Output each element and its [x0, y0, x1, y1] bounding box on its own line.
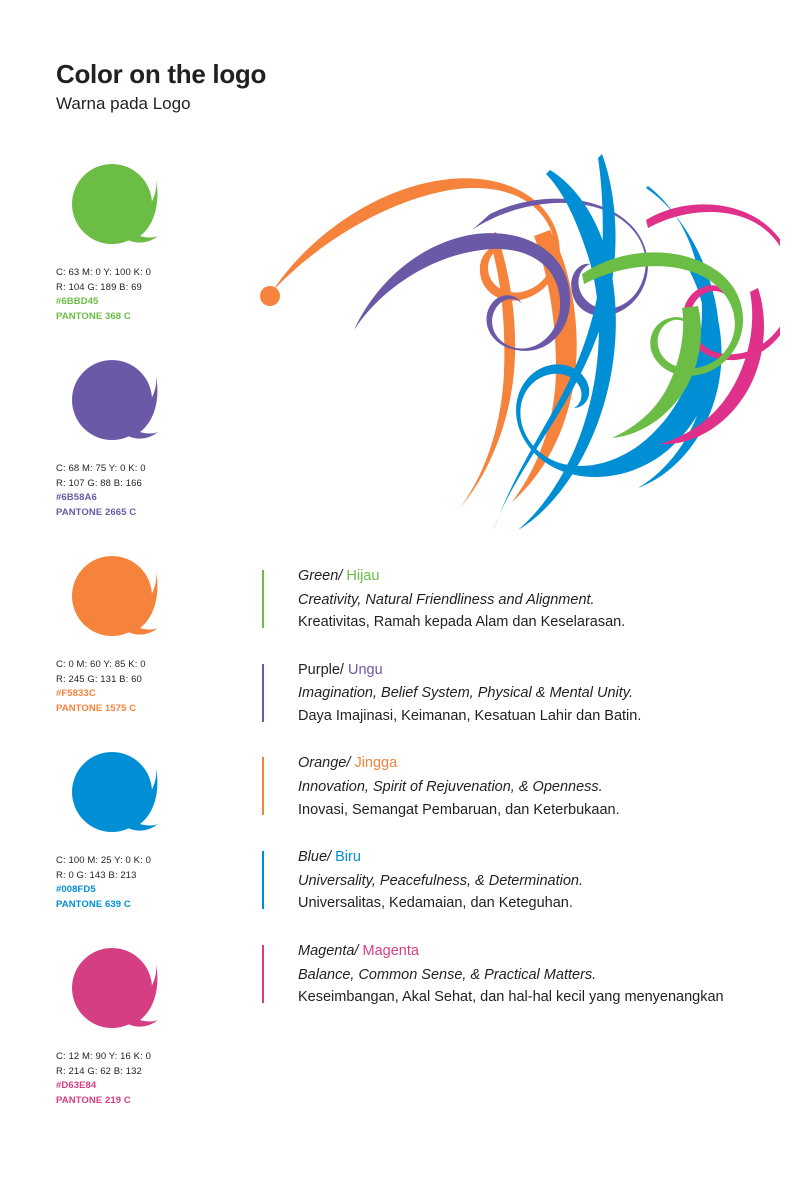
meaning-title [298, 847, 762, 869]
swatch-cmyk: C: 0 M: 60 Y: 85 K: 0 [56, 659, 146, 670]
swatch-cmyk: C: 68 M: 75 Y: 0 K: 0 [56, 463, 146, 474]
color-swatch-magenta [56, 944, 236, 1122]
swatch-cmyk: C: 100 M: 25 Y: 0 K: 0 [56, 855, 151, 866]
accent-rule [262, 757, 264, 815]
swatch-pantone: PANTONE 2665 C [56, 507, 137, 519]
meaning-orange [262, 753, 762, 821]
meaning-label-id: Hijau [346, 568, 380, 584]
meaning-text-id: Inovasi, Semangat Pembaruan, dan Keterbukaan. [298, 801, 620, 818]
meaning-title [298, 753, 762, 775]
meaning-label-id: Biru [335, 849, 361, 866]
speech-bubble-icon [68, 944, 168, 1044]
color-swatch-list [56, 160, 236, 1140]
meaning-label-en: Orange/ [298, 755, 351, 772]
swatch-info [56, 854, 236, 913]
meaning-text-id: Universalitas, Kedamaian, dan Keteguhan. [298, 895, 573, 912]
meaning-title [298, 566, 762, 588]
meaning-label-id: Magenta [362, 942, 419, 959]
meaning-text-id: Keseimbangan, Akal Sehat, dan hal-hal kecil yang menyenangkan [298, 988, 724, 1005]
swatch-info [56, 1050, 236, 1109]
meaning-label-id: Ungu [347, 661, 383, 678]
swatch-pantone: PANTONE 368 C [56, 311, 131, 323]
speech-bubble-icon [68, 356, 168, 456]
swatch-pantone: PANTONE 639 C [56, 899, 131, 911]
meaning-label-en: Green/ [298, 568, 343, 584]
meaning-label-en: Magenta/ [298, 942, 359, 959]
color-swatch-blue [56, 748, 236, 926]
meaning-label-en: Purple/ [298, 661, 344, 678]
swatch-info [56, 266, 236, 325]
swatch-hex: #6BBD45 [56, 296, 99, 308]
meaning-title [298, 660, 762, 682]
meaning-blue [262, 847, 762, 915]
speech-bubble-icon [68, 160, 168, 260]
page-header [56, 60, 266, 113]
meaning-text-en: Innovation, Spirit of Rejuvenation, & Openness. [298, 779, 603, 796]
accent-rule [262, 664, 264, 722]
swatch-cmyk: C: 12 M: 90 Y: 16 K: 0 [56, 1051, 151, 1062]
meaning-text-en: Universality, Peacefulness, & Determination. [298, 872, 584, 889]
meaning-text-id: Daya Imajinasi, Keimanan, Kesatuan Lahir dan Batin. [298, 707, 642, 724]
meaning-title [298, 941, 762, 963]
swatch-rgb: R: 0 G: 143 B: 213 [56, 869, 137, 881]
swatch-hex: #F5833C [56, 688, 96, 700]
swatch-info [56, 658, 236, 717]
swatch-rgb: R: 245 G: 131 B: 60 [56, 673, 142, 685]
meaning-text-en: Creativity, Natural Friendliness and Alignment. [298, 591, 595, 608]
meaning-green [262, 566, 762, 634]
swatch-cmyk: C: 63 M: 0 Y: 100 K: 0 [56, 267, 151, 278]
meaning-label-en: Blue/ [298, 849, 332, 866]
swatch-pantone: PANTONE 219 C [56, 1095, 131, 1107]
swatch-hex: #008FD5 [56, 884, 96, 896]
swatch-rgb: R: 104 G: 189 B: 69 [56, 281, 142, 293]
speech-bubble-icon [68, 552, 168, 652]
color-swatch-green [56, 160, 236, 338]
swatch-hex: #D63E84 [56, 1080, 97, 1092]
swatch-info [56, 462, 236, 521]
meaning-magenta [262, 941, 762, 1009]
accent-rule [262, 851, 264, 909]
color-meanings-list [262, 566, 762, 1034]
accent-rule [262, 570, 264, 628]
swatch-pantone: PANTONE 1575 C [56, 703, 137, 715]
meaning-text-id: Kreativitas, Ramah kepada Alam dan Keselarasan. [298, 614, 626, 631]
page-subtitle: Warna pada Logo [56, 93, 191, 113]
swatch-hex: #6B58A6 [56, 492, 97, 504]
swatch-rgb: R: 214 G: 62 B: 132 [56, 1065, 142, 1077]
page-title: Color on the logo [56, 59, 267, 89]
meaning-text-en: Imagination, Belief System, Physical & Mental Unity. [298, 685, 633, 702]
color-swatch-orange [56, 552, 236, 730]
swatch-rgb: R: 107 G: 88 B: 166 [56, 477, 142, 489]
meaning-text-en: Balance, Common Sense, & Practical Matters. [298, 966, 597, 983]
color-swatch-purple [56, 356, 236, 534]
logo-artwork [250, 110, 780, 540]
speech-bubble-icon [68, 748, 168, 848]
meaning-purple [262, 660, 762, 728]
meaning-label-id: Jingga [354, 755, 398, 772]
accent-rule [262, 945, 264, 1003]
